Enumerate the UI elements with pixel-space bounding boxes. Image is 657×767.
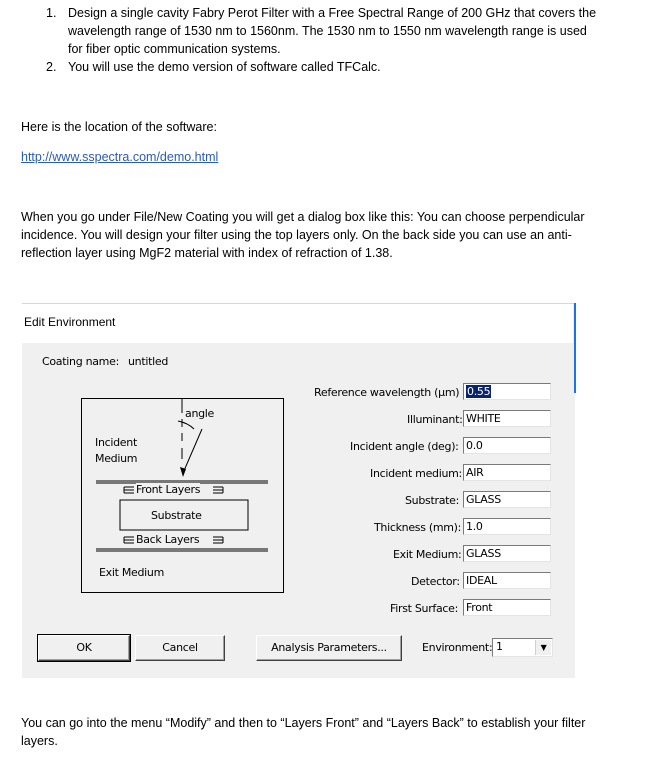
- task-line: for fiber optic communication systems.: [68, 42, 281, 56]
- task-item-1: [0, 4, 640, 58]
- thickness-label: Thickness (mm):: [374, 521, 462, 534]
- coating-diagram: [81, 398, 284, 593]
- closing-line: layers.: [21, 734, 58, 748]
- incident-label: Incident: [95, 436, 137, 449]
- exit-medium-input[interactable]: GLASS: [463, 545, 551, 562]
- edit-environment-dialog: [22, 303, 575, 678]
- intro-line: incidence. You will design your filter using the top layers only. On the back side you can use an anti-: [21, 228, 572, 242]
- task-item-2: [0, 58, 640, 76]
- incident-medium-label: Incident medium:: [370, 467, 462, 480]
- ref-wavelength-input[interactable]: 0.55: [463, 383, 551, 400]
- exit-medium-field-label: Exit Medium:: [393, 548, 462, 561]
- substrate-input[interactable]: GLASS: [463, 491, 551, 508]
- dialog-title-bar: [22, 303, 573, 343]
- analysis-parameters-button[interactable]: Analysis Parameters...: [256, 635, 402, 661]
- task-number: 2.: [46, 60, 57, 74]
- first-surface-label: First Surface:: [390, 602, 459, 615]
- cancel-button[interactable]: Cancel: [135, 635, 225, 661]
- detector-input[interactable]: IDEAL: [463, 572, 551, 589]
- environment-label: Environment:: [422, 641, 493, 654]
- front-layers-label: Front Layers: [136, 483, 201, 496]
- environment-value: 1: [496, 640, 503, 653]
- task-list: [0, 4, 640, 76]
- angle-label: angle: [185, 407, 215, 420]
- thickness-input[interactable]: 1.0: [463, 518, 551, 535]
- intro-line: When you go under File/New Coating you will get a dialog box like this: You can choose perpendicular: [21, 210, 585, 224]
- coating-name-label: Coating name:: [42, 355, 119, 368]
- chevron-down-icon[interactable]: ▼: [535, 640, 551, 655]
- task-line: wavelength range of 1530 nm to 1560nm. The 1530 nm to 1550 nm wavelength range is used: [68, 24, 587, 38]
- task-number: 1.: [46, 6, 57, 20]
- exit-medium-label: Exit Medium: [99, 566, 165, 579]
- detector-label: Detector:: [411, 575, 460, 588]
- software-link[interactable]: http://www.sspectra.com/demo.html: [21, 150, 219, 164]
- ref-wavelength-label: Reference wavelength (µm): [314, 386, 460, 399]
- coating-name-value: untitled: [128, 355, 169, 368]
- back-layers-label: Back Layers: [136, 533, 200, 546]
- substrate-field-label: Substrate:: [405, 494, 460, 507]
- ok-button[interactable]: OK: [38, 635, 130, 661]
- medium-label: Medium: [95, 452, 138, 465]
- incident-angle-label: Incident angle (deg):: [350, 440, 459, 453]
- location-text: Here is the location of the software:: [21, 120, 217, 134]
- task-line: Design a single cavity Fabry Perot Filter with a Free Spectral Range of 200 GHz that covers the: [68, 6, 597, 20]
- substrate-label: Substrate: [151, 509, 202, 522]
- dialog-title: Edit Environment: [24, 315, 116, 329]
- environment-select[interactable]: [492, 638, 553, 657]
- first-surface-input[interactable]: Front: [463, 599, 551, 616]
- incident-medium-input[interactable]: AIR: [463, 464, 551, 481]
- task-line: You will use the demo version of software called TFCalc.: [68, 60, 381, 74]
- closing-line: You can go into the menu “Modify” and then to “Layers Front” and “Layers Back” to establish your filter: [21, 716, 586, 730]
- incident-angle-input[interactable]: 0.0: [463, 437, 551, 454]
- angle-arc: [178, 421, 194, 429]
- illuminant-input[interactable]: WHITE: [463, 410, 551, 427]
- dialog-intro: [21, 208, 641, 262]
- incident-ray: [183, 429, 202, 473]
- closing-paragraph: [21, 714, 641, 750]
- illuminant-label: Illuminant:: [407, 413, 463, 426]
- intro-line: reflection layer using MgF2 material with index of refraction of 1.38.: [21, 246, 393, 260]
